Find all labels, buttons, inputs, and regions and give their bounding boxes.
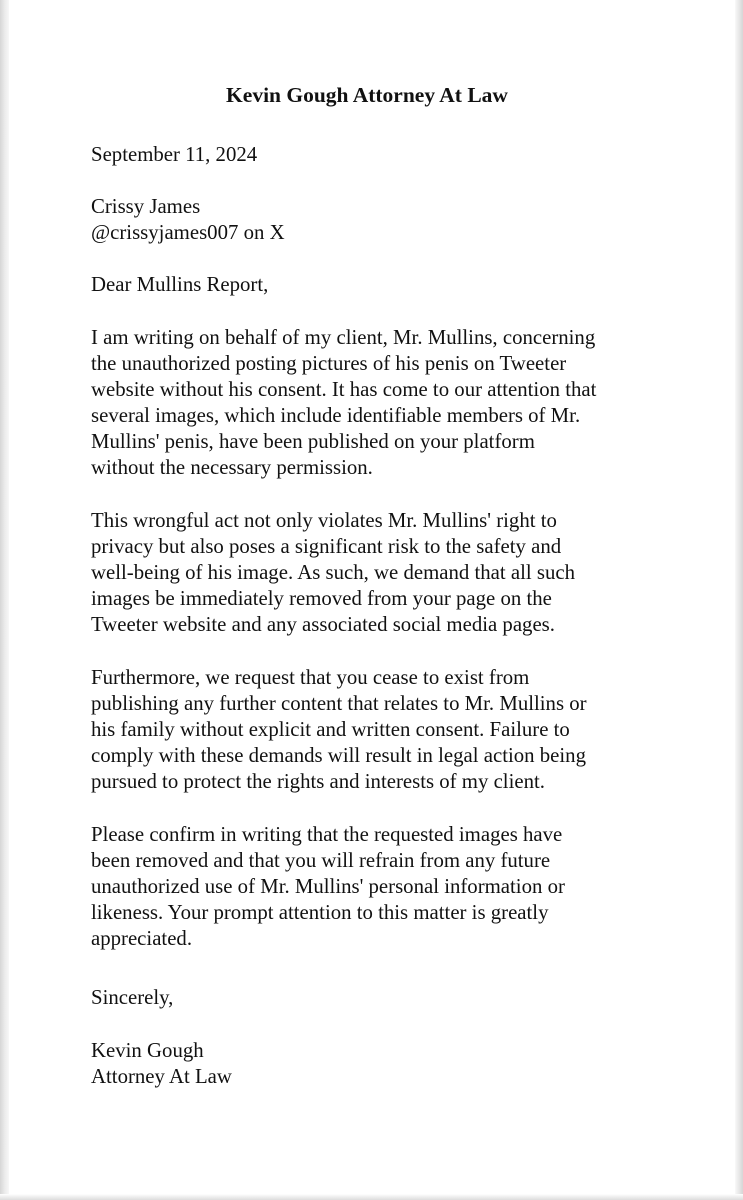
- body-paragraph-3: [91, 665, 587, 795]
- paragraph-line: pursued to protect the rights and interests of my client.: [91, 770, 545, 794]
- paragraph-line: publishing any further content that relates to Mr. Mullins or: [91, 692, 587, 716]
- signature-title: Attorney At Law: [91, 1065, 232, 1089]
- paragraph-line: privacy but also poses a significant risk to the safety and: [91, 535, 562, 559]
- paragraph-line: Please confirm in writing that the requested images have: [91, 823, 563, 846]
- closing: Sincerely,: [91, 986, 174, 1009]
- paragraph-line: several images, which include identifiable members of Mr.: [91, 404, 581, 428]
- paragraph-line: been removed and that you will refrain from any future: [91, 849, 551, 873]
- page-shadow-right: [735, 0, 743, 1200]
- paragraph-line: his family without explicit and written consent. Failure to: [91, 718, 570, 742]
- paragraph-line: website without his consent. It has come to our attention that: [91, 378, 597, 402]
- paragraph-line: This wrongful act not only violates Mr. Mullins' right to: [91, 509, 557, 532]
- paragraph-line: I am writing on behalf of my client, Mr. Mullins, concerning: [91, 326, 596, 349]
- recipient-handle: @crissyjames007 on X: [91, 221, 285, 245]
- paragraph-line: images be immediately removed from your page on the: [91, 587, 552, 611]
- signature-block: [91, 1038, 232, 1090]
- body-paragraph-4: [91, 822, 565, 952]
- paragraph-line: the unauthorized posting pictures of his penis on Tweeter: [91, 352, 567, 376]
- paragraph-line: Mullins' penis, have been published on your platform: [91, 430, 535, 454]
- paragraph-line: Tweeter website and any associated social media pages.: [91, 613, 555, 637]
- signature-name: Kevin Gough: [91, 1039, 204, 1062]
- letterhead-title: Kevin Gough Attorney At Law: [226, 83, 508, 107]
- salutation: Dear Mullins Report,: [91, 273, 269, 296]
- paragraph-line: without the necessary permission.: [91, 456, 373, 480]
- body-paragraph-1: [91, 325, 596, 482]
- recipient-block: [91, 194, 285, 246]
- paragraph-line: appreciated.: [91, 927, 193, 951]
- paragraph-line: comply with these demands will result in legal action being: [91, 744, 586, 768]
- page-shadow-bottom: [0, 1194, 743, 1200]
- body-paragraph-2: [91, 508, 575, 638]
- page-shadow-left: [0, 0, 9, 1200]
- paragraph-line: likeness. Your prompt attention to this matter is greatly: [91, 901, 549, 925]
- paragraph-line: Furthermore, we request that you cease to exist from: [91, 666, 530, 689]
- paragraph-line: unauthorized use of Mr. Mullins' personal information or: [91, 875, 565, 899]
- recipient-name: Crissy James: [91, 195, 201, 218]
- paragraph-line: well-being of his image. As such, we demand that all such: [91, 561, 575, 585]
- letter-date: September 11, 2024: [91, 143, 258, 166]
